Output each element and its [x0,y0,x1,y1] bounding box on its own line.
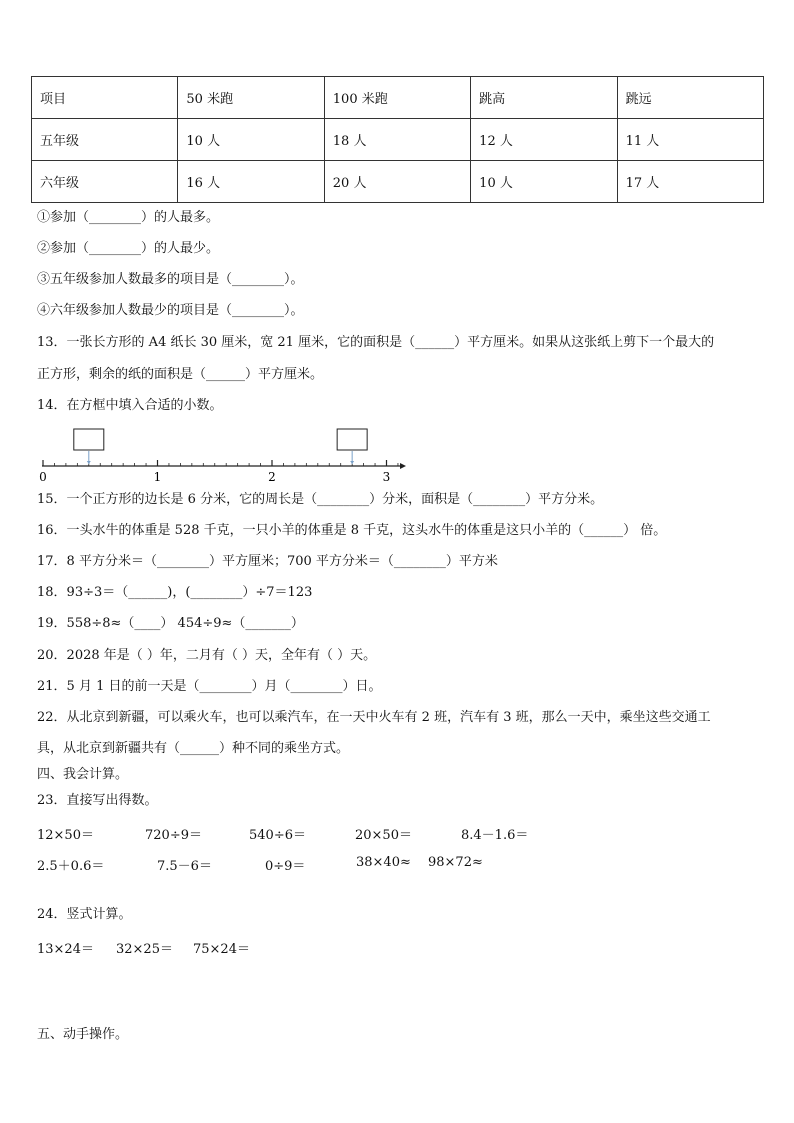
table-cell: 五年级 [32,119,178,161]
calc-item: 7.5－6＝ [157,859,212,874]
table-cell: 跳远 [617,77,763,119]
question-13-line-1: 13．一张长方形的 A4 纸长 30 厘米，宽 21 厘米，它的面积是（______）平方厘米。如果从这张纸上剪下一个最大的 [37,335,715,350]
question-13-line-2: 正方形，剩余的纸的面积是（______）平方厘米。 [37,367,324,382]
calc-item: 0÷9＝ [265,859,306,874]
table-cell: 20 人 [324,161,470,203]
number-line-label: 1 [153,470,162,484]
calc-item: 20×50＝ [355,828,412,843]
table-header-row [32,77,764,119]
calc-item: 8.4－1.6＝ [461,828,529,843]
number-line-label: 0 [39,470,47,484]
table-cell: 50 米跑 [178,77,324,119]
sub-question-3: ③五年级参加人数最多的项目是（________）。 [37,272,304,287]
question-21: 21．5 月 1 日的前一天是（________）月（________）日。 [37,679,382,694]
question-22-line-1: 22．从北京到新疆，可以乘火车，也可以乘汽车，在一天中火车有 2 班，汽车有 3 班，那么一天中，乘坐这些交通工 [37,710,711,725]
pointer-arrowhead [87,461,91,464]
table-cell: 17 人 [617,161,763,203]
section-5-title: 五、动手操作。 [37,1027,129,1042]
calc-item: 540÷6＝ [249,828,306,843]
question-14: 14．在方框中填入合适的小数。 [37,398,223,413]
table-cell: 16 人 [178,161,324,203]
question-16: 16．一头水牛的体重是 528 千克，一只小羊的体重是 8 千克，这头水牛的体重是这只小羊的（______） 倍。 [37,523,667,538]
sub-question-1: ①参加（________）的人最多。 [37,210,220,225]
question-18: 18．93÷3＝（______)，(________）÷7＝123 [37,585,313,600]
table-cell: 六年级 [32,161,178,203]
number-line-arrow [400,463,406,469]
number-line [34,425,414,485]
pointer-arrowhead [350,461,354,464]
question-15: 15．一个正方形的边长是 6 分米，它的周长是（________）分米，面积是（________）平方分米。 [37,492,604,507]
table-cell: 11 人 [617,119,763,161]
question-20: 20．2028 年是（ ）年，二月有（ ）天，全年有（ ）天。 [37,648,377,663]
question-22-line-2: 具，从北京到新疆共有（______）种不同的乘坐方式。 [37,741,350,756]
calc-item: 75×24＝ [193,942,250,957]
answer-box[interactable] [74,429,104,450]
table-row [32,119,764,161]
calc-item: 98×72≈ [428,855,483,870]
table-cell: 10 人 [178,119,324,161]
number-line-label: 3 [382,470,391,484]
table-cell: 100 米跑 [324,77,470,119]
answer-box[interactable] [337,429,367,450]
calc-row-1 [0,824,794,843]
table-cell: 18 人 [324,119,470,161]
sub-question-2: ②参加（________）的人最少。 [37,241,220,256]
question-23: 23．直接写出得数。 [37,793,158,808]
table-row [32,161,764,203]
section-4-title: 四、我会计算。 [37,767,129,782]
calc-item: 720÷9＝ [145,828,202,843]
question-24: 24．竖式计算。 [37,907,132,922]
calc-row-3 [0,938,794,957]
calc-item: 2.5＋0.6＝ [37,859,105,874]
question-17: 17．8 平方分米＝（________）平方厘米；700 平方分米＝（________）平方米 [37,554,498,569]
calc-row-2 [0,855,794,874]
question-19: 19．558÷8≈（____） 454÷9≈（_______） [37,616,304,631]
calc-item: 32×25＝ [116,942,173,957]
table-cell: 跳高 [471,77,617,119]
calc-item: 12×50＝ [37,828,94,843]
sports-table [31,76,764,203]
table-cell: 12 人 [471,119,617,161]
table-cell: 10 人 [471,161,617,203]
calc-item: 38×40≈ [356,855,411,870]
sub-question-4: ④六年级参加人数最少的项目是（________）。 [37,303,304,318]
table-cell: 项目 [32,77,178,119]
number-line-label: 2 [268,470,276,484]
calc-item: 13×24＝ [37,942,94,957]
